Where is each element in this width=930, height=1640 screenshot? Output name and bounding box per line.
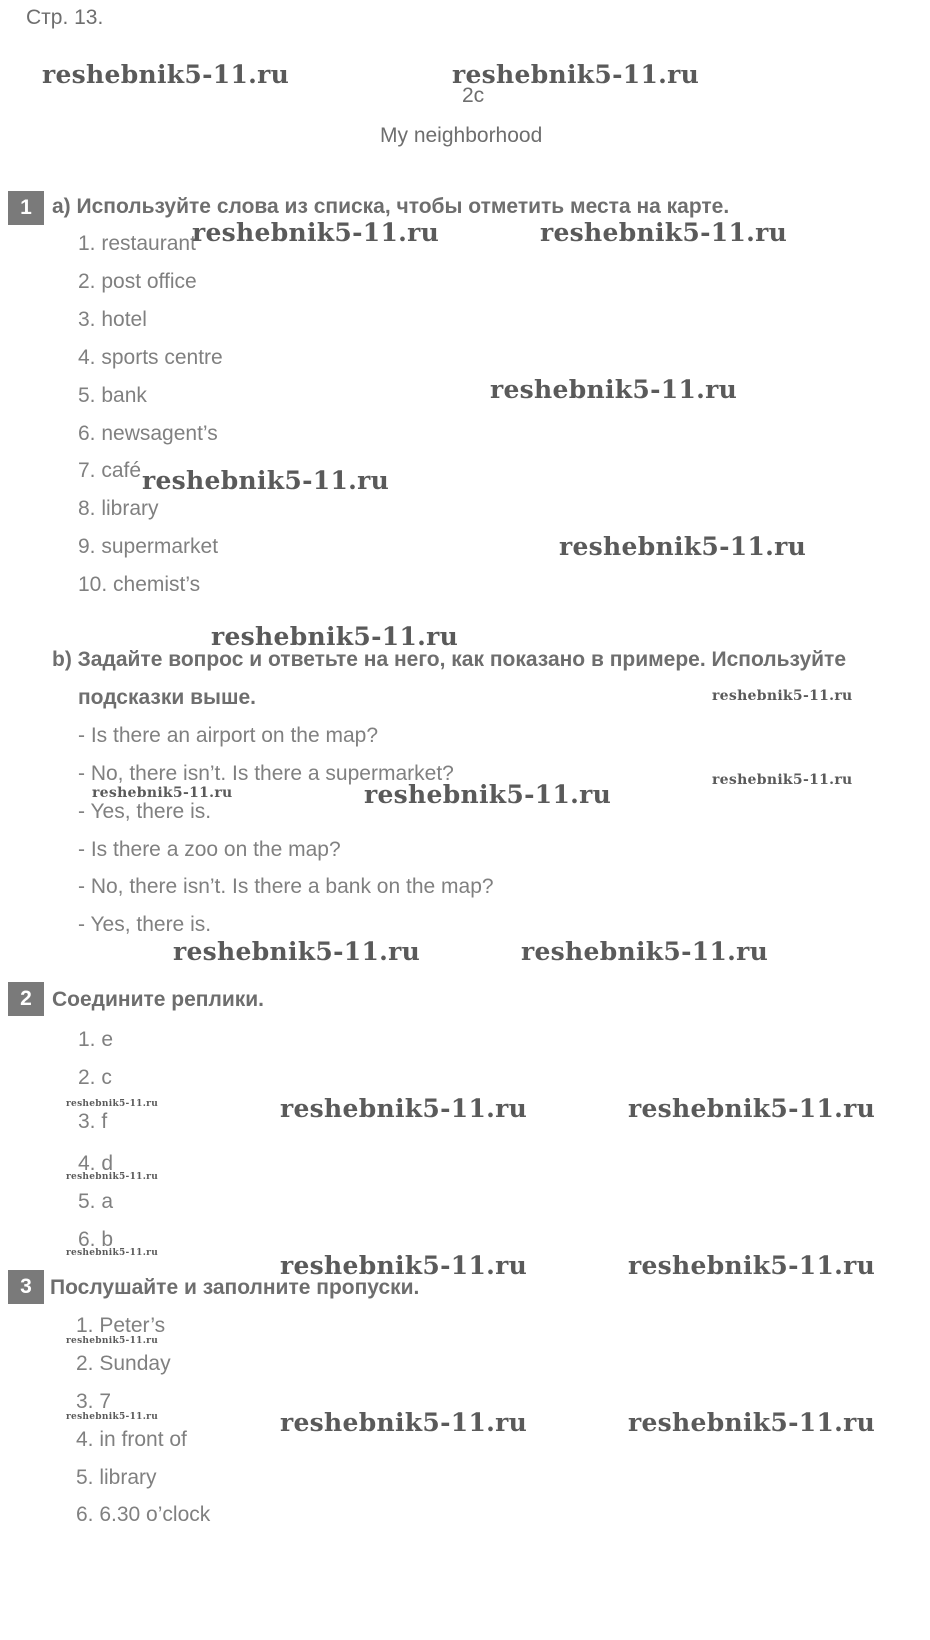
watermark: reshebnik5-11.ru (280, 1251, 528, 1280)
list-item: 1. Peter’s (76, 1314, 166, 1337)
list-item: 7. café (78, 459, 142, 482)
watermark: reshebnik5-11.ru (66, 1099, 159, 1109)
list-item: 3. hotel (78, 308, 147, 331)
list-item: 4. in front of (76, 1428, 187, 1451)
list-item: 8. library (78, 497, 159, 520)
lesson-code: 2c (462, 84, 485, 107)
list-item: 2. c (78, 1066, 112, 1089)
list-item: 6. 6.30 o’clock (76, 1503, 211, 1526)
watermark: reshebnik5-11.ru (173, 937, 421, 966)
task-2-badge: 2 (8, 982, 44, 1016)
watermark: reshebnik5-11.ru (628, 1094, 876, 1123)
watermark: reshebnik5-11.ru (628, 1251, 876, 1280)
list-item: 3. 7 (76, 1390, 112, 1413)
watermark: reshebnik5-11.ru (142, 466, 390, 495)
dialogue-line: - Is there a zoo on the map? (78, 838, 341, 861)
dialogue-line: - Yes, there is. (78, 800, 212, 823)
list-item: 1. e (78, 1028, 114, 1051)
dialogue-line: - Is there an airport on the map? (78, 724, 378, 747)
watermark: reshebnik5-11.ru (192, 218, 440, 247)
list-item: 5. library (76, 1466, 157, 1489)
watermark: reshebnik5-11.ru (540, 218, 788, 247)
watermark: reshebnik5-11.ru (490, 375, 738, 404)
watermark: reshebnik5-11.ru (66, 1336, 159, 1346)
watermark: reshebnik5-11.ru (211, 622, 459, 651)
watermark: reshebnik5-11.ru (712, 772, 853, 788)
list-item: 6. newsagent’s (78, 422, 218, 445)
list-item: 4. d (78, 1152, 114, 1175)
watermark: reshebnik5-11.ru (521, 937, 769, 966)
task-3-title: Послушайте и заполните пропуски. (50, 1276, 420, 1299)
list-item: 10. chemist’s (78, 573, 201, 596)
list-item: 1. restaurant (78, 232, 196, 255)
watermark: reshebnik5-11.ru (280, 1094, 528, 1123)
list-item: 5. a (78, 1190, 114, 1213)
lesson-title: My neighborhood (380, 124, 543, 147)
list-item: 5. bank (78, 384, 147, 407)
watermark: reshebnik5-11.ru (42, 60, 290, 89)
dialogue-line: - No, there isn’t. Is there a supermarket? (78, 762, 454, 785)
watermark: reshebnik5-11.ru (364, 780, 612, 809)
list-item: 2. post office (78, 270, 197, 293)
watermark: reshebnik5-11.ru (66, 1248, 159, 1258)
watermark: reshebnik5-11.ru (452, 60, 700, 89)
task-2-title: Соедините реплики. (52, 988, 264, 1011)
dialogue-line: - No, there isn’t. Is there a bank on the map? (78, 875, 494, 898)
watermark: reshebnik5-11.ru (66, 1412, 159, 1422)
task-1a-title: a) Используйте слова из списка, чтобы отметить места на карте. (52, 195, 730, 218)
watermark: reshebnik5-11.ru (712, 688, 853, 704)
watermark: reshebnik5-11.ru (280, 1408, 528, 1437)
page-number: Стр. 13. (26, 6, 104, 29)
watermark: reshebnik5-11.ru (92, 785, 233, 801)
watermark: reshebnik5-11.ru (559, 532, 807, 561)
task-3-badge: 3 (8, 1270, 44, 1304)
task-1b-title: b) Задайте вопрос и ответьте на него, как показано в примере. Используйте (52, 648, 847, 671)
task-1b-title-cont: подсказки выше. (78, 686, 256, 709)
list-item: 2. Sunday (76, 1352, 171, 1375)
watermark: reshebnik5-11.ru (628, 1408, 876, 1437)
list-item: 4. sports centre (78, 346, 223, 369)
dialogue-line: - Yes, there is. (78, 913, 212, 936)
task-1-badge: 1 (8, 191, 44, 225)
list-item: 3. f (78, 1110, 108, 1133)
list-item: 9. supermarket (78, 535, 219, 558)
list-item: 6. b (78, 1228, 114, 1251)
watermark: reshebnik5-11.ru (66, 1172, 159, 1182)
